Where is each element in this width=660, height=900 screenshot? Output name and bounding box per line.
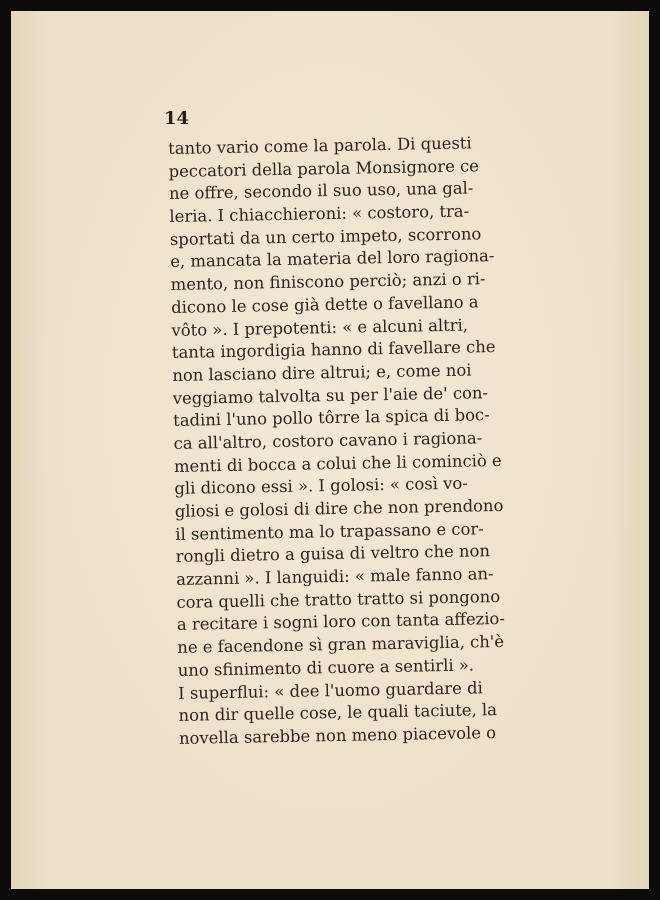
text-line: leria. I chiacchieroni: « costoro, tra- bbox=[169, 201, 470, 227]
text-line: tanta ingordigia hanno di favellare che bbox=[171, 337, 496, 363]
text-line: gliosi e golosi di dire che non prendono bbox=[174, 495, 504, 521]
text-line: cora quelli che tratto tratto si pongono bbox=[176, 586, 501, 612]
text-line: tanto vario come la parola. Di questi bbox=[168, 133, 472, 158]
text-line: veggiamo talvolta su per l'aie de' con- bbox=[172, 382, 489, 408]
text-line: rongli dietro a guisa di veltro che non bbox=[175, 541, 491, 567]
text-line: il sentimento ma lo trapassano e cor- bbox=[175, 518, 484, 544]
text-line: ca all'altro, costoro cavano i ragiona- bbox=[173, 428, 483, 453]
text-line: dicono le cose già dette o favellano a bbox=[170, 292, 479, 317]
text-line: e, mancata la materia del loro ragiona- bbox=[170, 246, 495, 272]
text-line: ne offre, secondo il suo uso, una gal- bbox=[168, 178, 474, 204]
text-line: uno sfinimento di cuore a sentirli ». bbox=[177, 655, 475, 680]
text-line: azzanni ». I languidi: « male fanno an- bbox=[175, 564, 494, 589]
book-page bbox=[11, 11, 649, 889]
text-line: menti di bocca a colui che li cominciò e bbox=[173, 450, 502, 476]
text-line: a recitare i sogni loro con tanta affezio- bbox=[176, 609, 506, 635]
text-line: sportati da un certo impeto, scorrono bbox=[169, 224, 482, 249]
text-line: vôto ». I prepotenti: « e alcuni altri, bbox=[171, 315, 469, 340]
text-line: peccatori della parola Monsignore ce bbox=[168, 155, 480, 181]
text-line: non lasciano dire altrui; e, come noi bbox=[172, 360, 472, 385]
text-line: tadini l'uno pollo tôrre la spica di boc- bbox=[173, 405, 490, 431]
body-text bbox=[168, 131, 579, 751]
text-line: mento, non finiscono perciò; anzi o ri- bbox=[170, 269, 486, 295]
text-line: I superflui: « dee l'uomo guardare di bbox=[177, 677, 483, 703]
text-line: non dir quelle cose, le quali taciute, la bbox=[178, 700, 498, 726]
page-number: 14 bbox=[164, 108, 190, 129]
text-line: ne e facendone sì gran maraviglia, ch'è bbox=[177, 632, 505, 658]
text-line: novella sarebbe non meno piacevole o bbox=[178, 722, 497, 748]
text-line: gli dicono essi ». I golosi: « così vo- bbox=[174, 473, 468, 499]
